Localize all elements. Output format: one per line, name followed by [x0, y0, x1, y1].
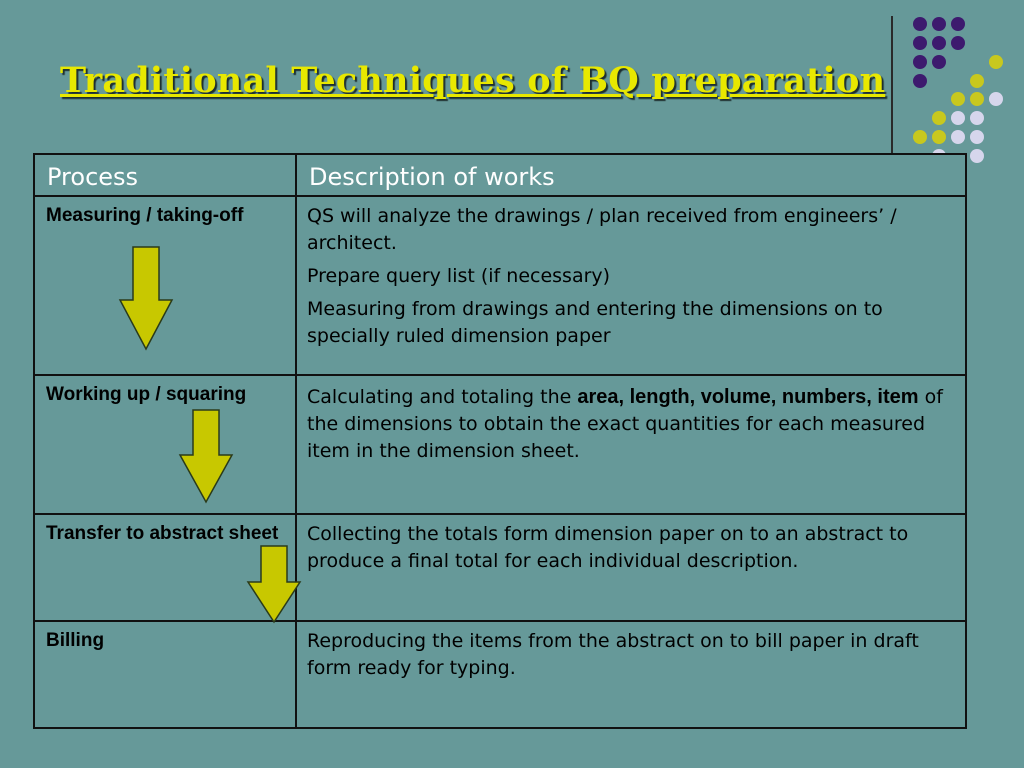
process-label: Measuring / taking-off — [46, 205, 244, 226]
dot-icon — [932, 130, 946, 144]
dot-icon — [951, 130, 965, 144]
dot-icon — [951, 36, 965, 50]
table-row — [34, 621, 966, 728]
dot-icon — [913, 17, 927, 31]
description-cell — [296, 375, 966, 514]
down-arrow-icon — [178, 409, 234, 505]
description-line: Prepare query list (if necessary) — [307, 265, 611, 287]
table-row — [34, 375, 966, 514]
dot-icon — [913, 74, 927, 88]
dot-icon — [951, 17, 965, 31]
description-suffix: of the dimensions to obtain the exact quantities for each measured item in the dimension sheet. — [307, 386, 943, 462]
dot-icon — [970, 149, 984, 163]
process-label: Working up / squaring — [46, 384, 247, 405]
slide-title: Traditional Techniques of BQ preparation — [60, 60, 886, 101]
dot-icon — [913, 55, 927, 69]
header-process: Process — [34, 154, 296, 196]
dot-icon — [913, 36, 927, 50]
down-arrow-icon — [118, 246, 174, 352]
process-table — [33, 153, 967, 729]
description-text: Reproducing the items from the abstract on to bill paper in draft form ready for typing. — [307, 630, 919, 679]
process-label: Billing — [46, 630, 105, 651]
dot-icon — [932, 55, 946, 69]
dot-icon — [970, 92, 984, 106]
description-emphasis: area, length, volume, numbers, item — [577, 386, 919, 408]
dot-icon — [970, 74, 984, 88]
dot-icon — [951, 111, 965, 125]
description-cell — [296, 621, 966, 728]
down-arrow-icon — [246, 545, 302, 625]
process-cell — [34, 375, 296, 514]
description-line: Measuring from drawings and entering the dimensions on to specially ruled dimension paper — [307, 298, 883, 347]
table-row — [34, 514, 966, 621]
table-header-row — [34, 154, 966, 196]
process-label: Transfer to abstract sheet — [46, 523, 279, 544]
dot-icon — [932, 111, 946, 125]
header-description: Description of works — [296, 154, 966, 196]
dot-icon — [970, 130, 984, 144]
dot-icon — [989, 55, 1003, 69]
description-cell — [296, 514, 966, 621]
description-text: Collecting the totals form dimension paper on to an abstract to produce a final total for each individual description. — [307, 523, 909, 572]
description-line: QS will analyze the drawings / plan received from engineers’ / architect. — [307, 205, 897, 254]
dot-icon — [932, 17, 946, 31]
description-text — [307, 382, 955, 465]
description-cell — [296, 196, 966, 375]
dot-icon — [932, 36, 946, 50]
process-cell — [34, 621, 296, 728]
dot-icon — [951, 92, 965, 106]
dot-icon — [913, 130, 927, 144]
dot-icon — [989, 92, 1003, 106]
description-prefix: Calculating and totaling the — [307, 386, 578, 408]
dot-icon — [970, 111, 984, 125]
